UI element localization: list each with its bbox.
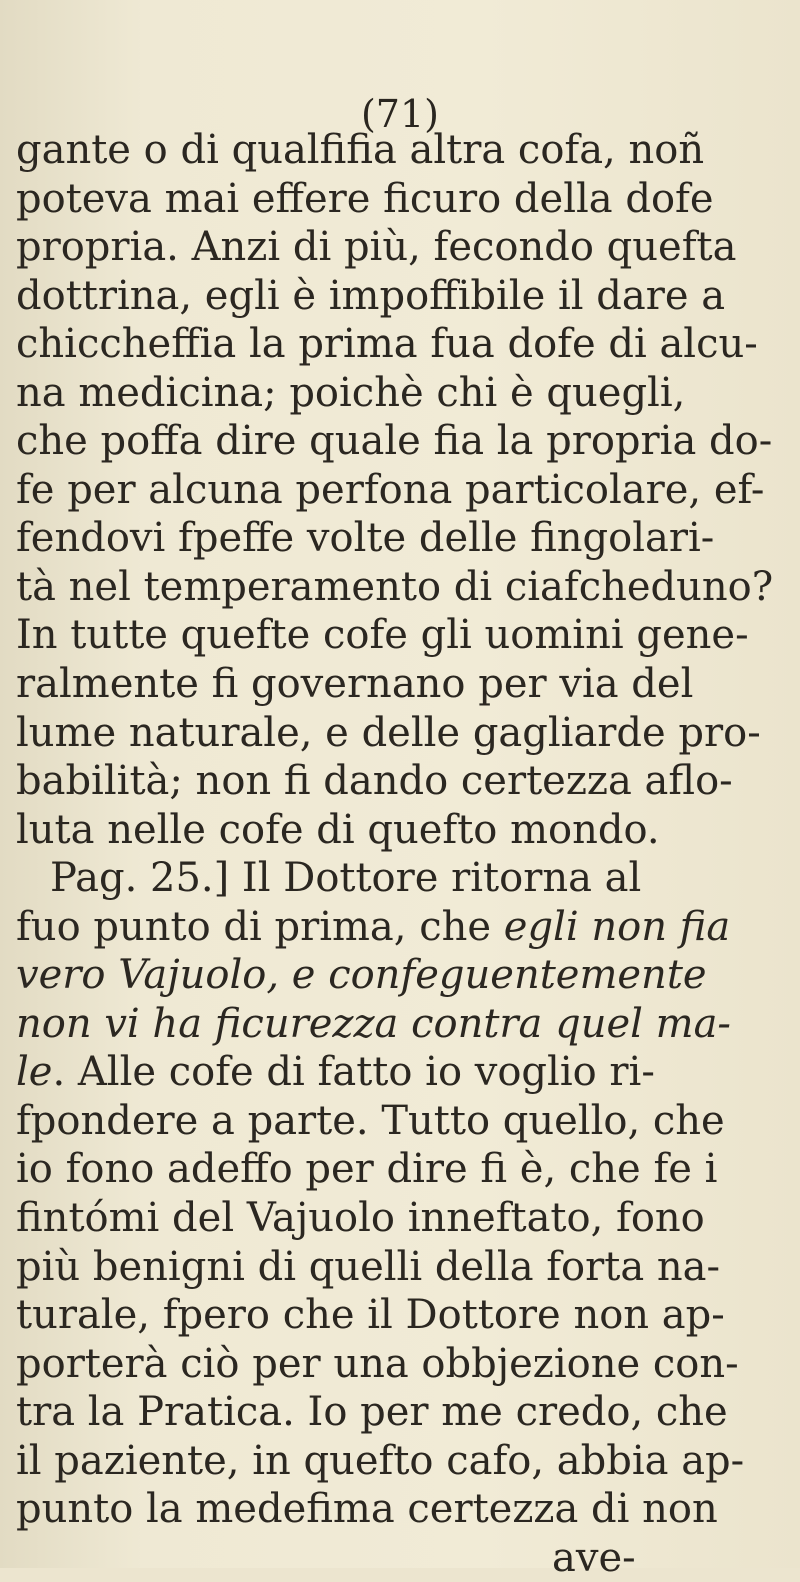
text-line: fe per alcuna perfona particolare, ef- bbox=[16, 466, 765, 513]
text-line: porterà ciò per una obbjezione con- bbox=[16, 1340, 739, 1387]
text-line: io fono adeffo per dire fi è, che fe i bbox=[16, 1146, 718, 1193]
text-line: chiccheffia la prima fua dofe di alcu- bbox=[16, 321, 758, 368]
text-line: gante o di qualfifia altra cofa, noñ bbox=[16, 127, 705, 173]
text-line: fintómi del Vajuolo inneftato, fono bbox=[16, 1195, 705, 1242]
text-line: punto la medefima certezza di non bbox=[16, 1486, 718, 1533]
italic-segment: egli non fia bbox=[503, 903, 731, 950]
text-line: babilità; non fi dando certezza aflo- bbox=[16, 758, 733, 805]
text-line: fendovi fpeffe volte delle fingolari- bbox=[16, 515, 715, 562]
text-line: ralmente fi governano per via del bbox=[16, 661, 694, 708]
text-line: luta nelle cofe di quefto mondo. bbox=[16, 806, 660, 853]
text-line: Pag. 25.] Il Dottore ritorna al bbox=[50, 855, 642, 902]
text-line: tra la Pratica. Io per me credo, che bbox=[16, 1389, 728, 1436]
text-line: tà nel temperamento di ciafcheduno? bbox=[16, 563, 774, 610]
text-line: na medicina; poichè chi è quegli, bbox=[16, 369, 686, 416]
text-line: fpondere a parte. Tutto quello, che bbox=[16, 1097, 725, 1144]
text-line: In tutte quefte cofe gli uomini gene- bbox=[16, 612, 749, 659]
text-line: vero Vajuolo, e confeguentemente bbox=[16, 952, 707, 999]
text-line: dottrina, egli è impoffibile il dare a bbox=[16, 272, 726, 319]
catchword: ave- bbox=[552, 1534, 636, 1581]
text-line: turale, fpero che il Dottore non ap- bbox=[16, 1292, 725, 1339]
line-segment: . Alle cofe di fatto io voglio ri- bbox=[52, 1049, 655, 1096]
page-number-header: (71) bbox=[360, 92, 439, 136]
body-text bbox=[16, 126, 774, 1581]
text-line: non vi ha ficurezza contra quel ma- bbox=[16, 1000, 731, 1047]
text-line: poteva mai effere ficuro della dofe bbox=[16, 175, 714, 222]
italic-segment: le bbox=[16, 1049, 53, 1096]
text-line: propria. Anzi di più, fecondo quefta bbox=[16, 224, 737, 271]
text-line: il paziente, in quefto cafo, abbia ap- bbox=[16, 1437, 745, 1484]
text-line bbox=[16, 903, 731, 952]
text-line: più benigni di quelli della forta na- bbox=[16, 1243, 721, 1290]
text-line bbox=[16, 1048, 655, 1097]
text-line: lume naturale, e delle gagliarde pro- bbox=[16, 709, 761, 756]
line-segment: fuo punto di prima, che bbox=[16, 903, 504, 950]
text-line: che poffa dire quale fia la propria do- bbox=[16, 418, 773, 465]
